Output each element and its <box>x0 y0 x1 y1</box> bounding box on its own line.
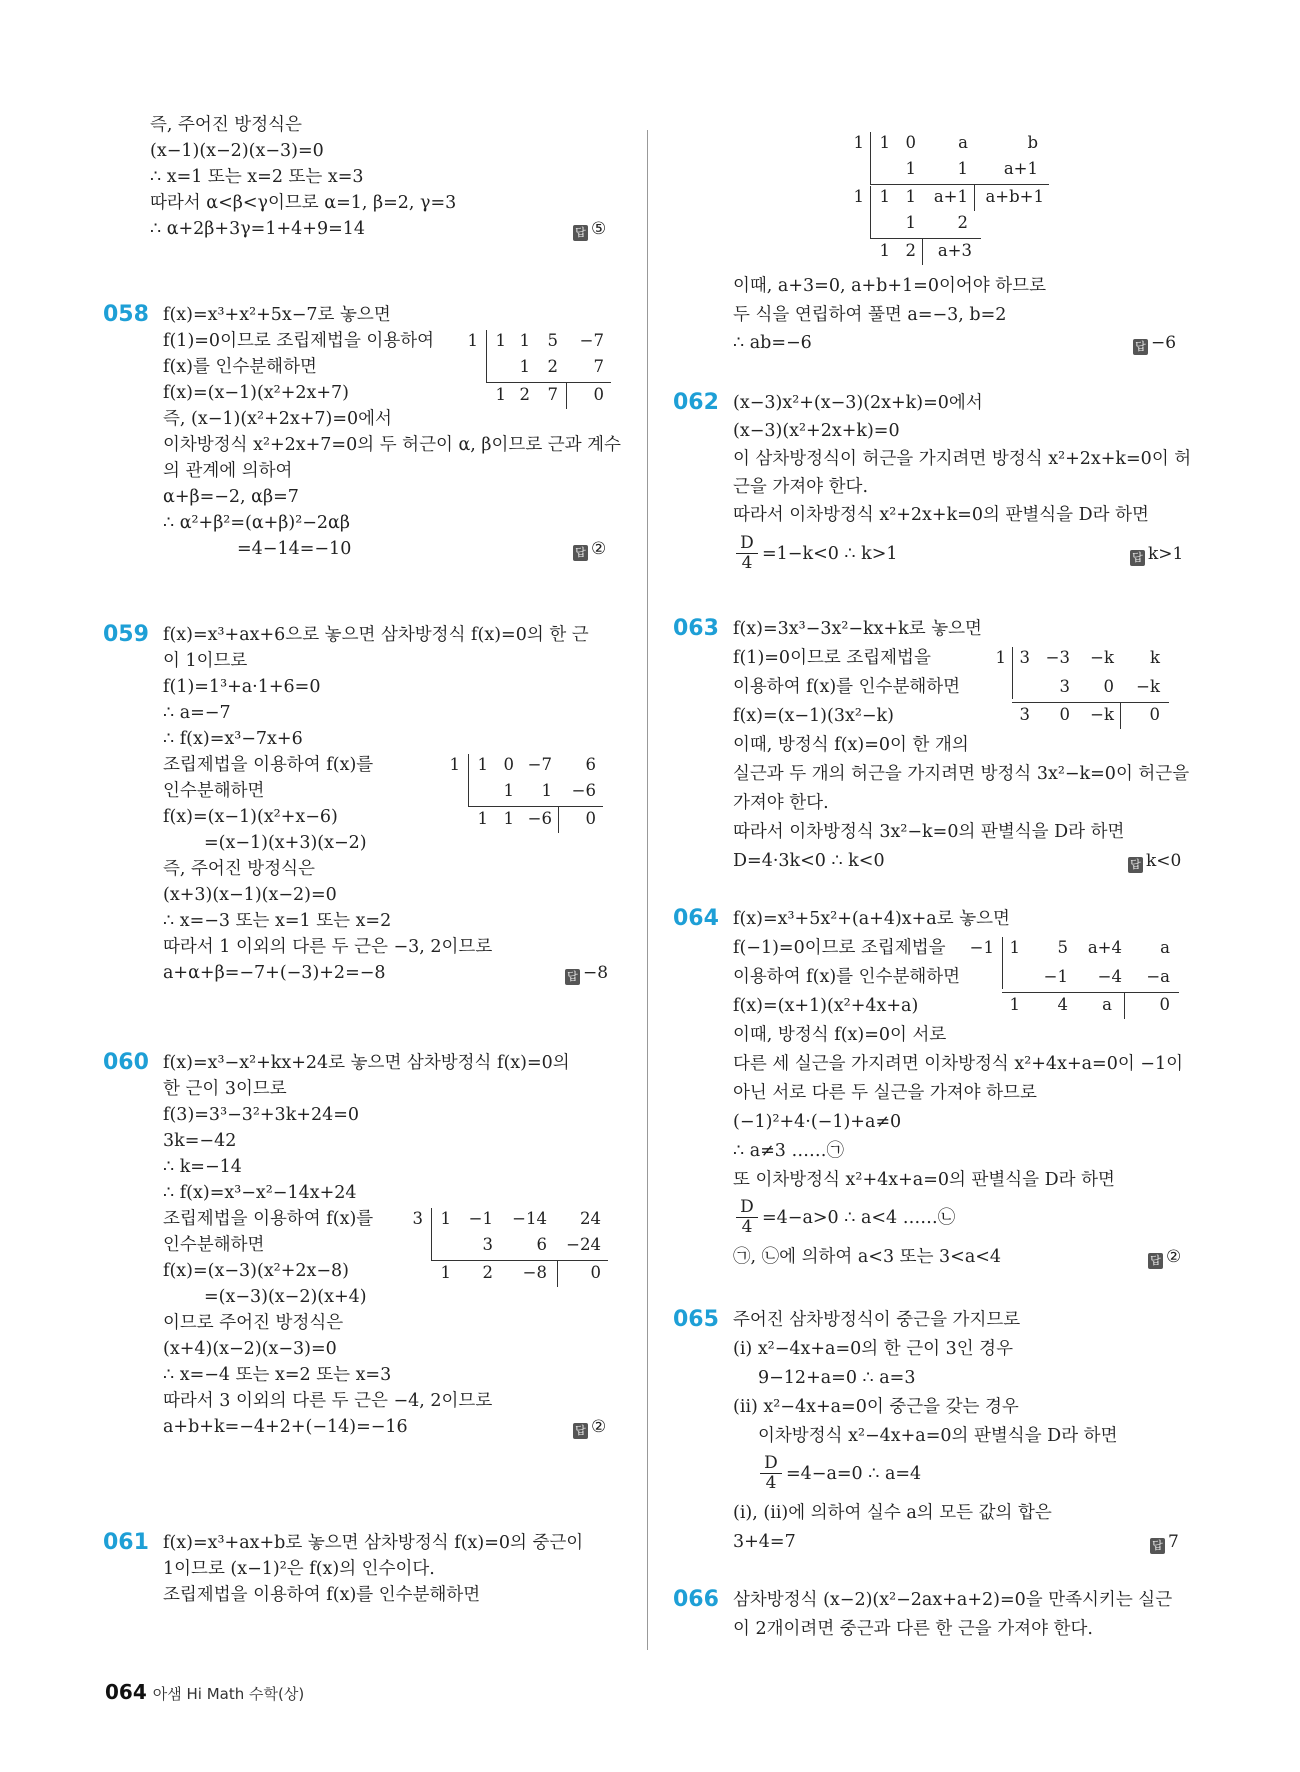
syn-cell: 1 <box>879 187 890 206</box>
syn-cell: 0 <box>1103 677 1114 696</box>
syn-cell: −k <box>1090 648 1114 667</box>
syn-cell: 1 <box>541 781 552 800</box>
syn-cell: k <box>1150 648 1160 667</box>
syn-cell: 1 <box>1009 995 1020 1014</box>
syn-cell: 2 <box>482 1263 493 1282</box>
text-line: 따라서 1 이외의 다른 두 근은 −3, 2이므로 <box>163 937 493 957</box>
text-line: a+α+β=−7+(−3)+2=−8 <box>163 963 386 983</box>
answer-mark <box>1130 541 1183 567</box>
answer-value: ⑤ <box>591 219 607 239</box>
syn-cell: 1 <box>440 1263 451 1282</box>
fraction-numerator: D <box>740 533 754 553</box>
answer-value: −6 <box>1151 333 1177 353</box>
syn-cell: −k <box>1136 677 1160 696</box>
syn-vline <box>468 754 469 806</box>
fraction-denominator: 4 <box>741 553 753 573</box>
column-divider <box>647 130 648 1650</box>
answer-badge: 답 <box>1133 339 1148 355</box>
syn-cell: −6 <box>571 781 596 800</box>
syn-cell: 1 <box>503 809 514 828</box>
answer-value: ② <box>591 1417 607 1437</box>
syn-vline <box>870 132 871 184</box>
syn-cell: 5 <box>547 331 558 350</box>
text-line: =4−a=0 ∴ a=4 <box>786 1464 922 1484</box>
answer-value: k<0 <box>1146 851 1182 871</box>
syn-cell: 3 <box>1019 705 1030 724</box>
text-line: =4−14=−10 <box>237 539 352 559</box>
answer-mark <box>1133 330 1176 356</box>
problem-number: 062 <box>673 390 719 415</box>
problem-number: 066 <box>673 1587 719 1612</box>
syn-root: 1 <box>467 331 478 350</box>
text-line: 1이므로 (x−1)²은 f(x)의 인수이다. <box>163 1559 435 1579</box>
syn-cell: a <box>1102 995 1112 1014</box>
syn-vline <box>1012 647 1013 699</box>
text-line: 이 2개이려면 중근과 다른 한 근을 가져야 한다. <box>733 1619 1093 1639</box>
text-line: 이용하여 f(x)를 인수분해하면 <box>733 677 961 697</box>
text-line: 따라서 3 이외의 다른 두 근은 −4, 2이므로 <box>163 1391 493 1411</box>
text-line: 3+4=7 <box>733 1532 796 1552</box>
text-line: f(−1)=0이므로 조립제법을 <box>733 938 946 958</box>
answer-value: k>1 <box>1148 544 1184 564</box>
text-line: f(3)=3³−3²+3k+24=0 <box>163 1105 360 1125</box>
syn-cell: −6 <box>527 809 552 828</box>
text-line: =1−k<0 ∴ k>1 <box>762 544 898 564</box>
syn-root: 3 <box>412 1209 423 1228</box>
answer-badge: 답 <box>1130 550 1145 566</box>
text-line: f(x)=(x+1)(x²+4x+a) <box>733 996 919 1016</box>
text-line: f(1)=0이므로 조립제법을 <box>733 648 931 668</box>
syn-cell: −4 <box>1097 967 1122 986</box>
syn-vline <box>1002 937 1003 989</box>
text-line: =4−a>0 ∴ a<4 ……㉡ <box>762 1208 956 1228</box>
text-line: ∴ x=1 또는 x=2 또는 x=3 <box>150 167 364 187</box>
text-line: 삼차방정식 (x−2)(x²−2ax+a+2)=0을 만족시키는 실근 <box>733 1590 1173 1610</box>
syn-root: 1 <box>853 187 864 206</box>
text-line: 주어진 삼차방정식이 중근을 가지므로 <box>733 1310 1021 1330</box>
syn-cell: a+3 <box>937 241 972 260</box>
text-line: α+β=−2, αβ=7 <box>163 487 299 507</box>
text-line: 또 이차방정식 x²+4x+a=0의 판별식을 D라 하면 <box>733 1170 1115 1190</box>
text-line: 근을 가져야 한다. <box>733 477 869 497</box>
text-line: ∴ a≠3 ……㉠ <box>733 1141 844 1161</box>
text-line: 조립제법을 이용하여 f(x)를 인수분해하면 <box>163 1585 481 1605</box>
text-line: ㉠, ㉡에 의하여 a<3 또는 3<a<4 <box>733 1247 1002 1267</box>
syn-root: −1 <box>969 938 994 957</box>
syn-cell: 1 <box>1009 938 1020 957</box>
text-line: 이때, 방정식 f(x)=0이 한 개의 <box>733 735 969 755</box>
text-line: f(x)=x³−x²+kx+24로 놓으면 삼차방정식 f(x)=0의 <box>163 1053 570 1073</box>
answer-value: −8 <box>583 963 609 983</box>
syn-cell: b <box>1027 133 1038 152</box>
answer-badge: 답 <box>1128 857 1143 873</box>
syn-cell: 3 <box>1059 677 1070 696</box>
syn-cell: −a <box>1146 967 1170 986</box>
text-line: =(x−1)(x+3)(x−2) <box>204 833 367 853</box>
answer-value: ② <box>591 539 607 559</box>
syn-vline <box>431 1208 432 1260</box>
text-line: (ⅰ), (ⅱ)에 의하여 실수 a의 모든 값의 합은 <box>733 1503 1052 1523</box>
syn-cell: 1 <box>519 331 530 350</box>
syn-cell: 5 <box>1057 938 1068 957</box>
text-line: 따라서 α<β<γ이므로 α=1, β=2, γ=3 <box>150 193 457 213</box>
text-line: (x+3)(x−1)(x−2)=0 <box>163 885 337 905</box>
text-line: 이차방정식 x²−4x+a=0의 판별식을 D라 하면 <box>758 1426 1118 1446</box>
text-line: 실근과 두 개의 허근을 가지려면 방정식 3x²−k=0이 허근을 <box>733 764 1190 784</box>
problem-number: 059 <box>103 622 149 647</box>
text-line: 따라서 이차방정식 3x²−k=0의 판별식을 D라 하면 <box>733 822 1125 842</box>
text-line: f(x)=x³+ax+6으로 놓으면 삼차방정식 f(x)=0의 한 근 <box>163 625 589 645</box>
answer-badge: 답 <box>565 969 580 985</box>
text-line: 가져야 한다. <box>733 793 829 813</box>
text-line: 조립제법을 이용하여 f(x)를 <box>163 1209 374 1229</box>
syn-cell: 0 <box>503 755 514 774</box>
text-line: a+b+k=−4+2+(−14)=−16 <box>163 1417 408 1437</box>
syn-cell: −3 <box>1045 648 1070 667</box>
syn-cell: −1 <box>1043 967 1068 986</box>
syn-cell: 0 <box>593 385 604 404</box>
syn-cell: 3 <box>482 1235 493 1254</box>
syn-cell: −24 <box>566 1235 601 1254</box>
syn-cell: −7 <box>527 755 552 774</box>
syn-cell: 6 <box>585 755 596 774</box>
text-line: 따라서 이차방정식 x²+2x+k=0의 판별식을 D라 하면 <box>733 505 1149 525</box>
syn-cell: 0 <box>1059 705 1070 724</box>
syn-cell: 24 <box>580 1209 601 1228</box>
text-line: 이 삼차방정식이 허근을 가지려면 방정식 x²+2x+k=0이 허 <box>733 449 1192 469</box>
fraction-denominator: 4 <box>765 1473 777 1493</box>
syn-cell: 1 <box>440 1209 451 1228</box>
text-line: 즉, 주어진 방정식은 <box>163 859 315 879</box>
text-line: f(x)=x³+ax+b로 놓으면 삼차방정식 f(x)=0의 중근이 <box>163 1533 584 1553</box>
text-line: ∴ x=−3 또는 x=1 또는 x=2 <box>163 911 392 931</box>
text-line: f(1)=1³+a·1+6=0 <box>163 677 321 697</box>
text-line: (x−1)(x−2)(x−3)=0 <box>150 141 324 161</box>
fraction-numerator: D <box>764 1453 778 1473</box>
text-line: 이 1이므로 <box>163 651 248 671</box>
text-line: 이때, 방정식 f(x)=0이 서로 <box>733 1025 947 1045</box>
syn-cell: 1 <box>519 357 530 376</box>
syn-cell: −14 <box>512 1209 547 1228</box>
syn-cell: 1 <box>879 133 890 152</box>
syn-cell: 2 <box>519 385 530 404</box>
text-line: ∴ x=−4 또는 x=2 또는 x=3 <box>163 1365 392 1385</box>
text-line: ∴ α+2β+3γ=1+4+9=14 <box>150 219 366 239</box>
syn-cell: a+4 <box>1087 938 1122 957</box>
syn-vline <box>870 186 871 238</box>
text-line: 3k=−42 <box>163 1131 237 1151</box>
answer-badge: 답 <box>573 545 588 561</box>
text-line: f(x)=(x−3)(x²+2x−8) <box>163 1261 349 1281</box>
syn-cell: 7 <box>593 357 604 376</box>
text-line: 다른 세 실근을 가지려면 이차방정식 x²+4x+a=0이 −1이 <box>733 1054 1184 1074</box>
text-line: 9−12+a=0 ∴ a=3 <box>758 1368 916 1388</box>
text-line: f(x)=(x−1)(x²+2x+7) <box>163 383 349 403</box>
syn-cell: 6 <box>536 1235 547 1254</box>
syn-cell: 2 <box>957 213 968 232</box>
text-line: ∴ ab=−6 <box>733 333 812 353</box>
syn-cell: a <box>1160 938 1170 957</box>
text-line: (x−3)(x²+2x+k)=0 <box>733 421 900 441</box>
syn-cell: a+1 <box>1003 159 1038 178</box>
syn-cell: 1 <box>957 159 968 178</box>
syn-cell: −1 <box>468 1209 493 1228</box>
syn-cell: 1 <box>477 755 488 774</box>
text-line: 한 근이 3이므로 <box>163 1079 287 1099</box>
text-line: f(x)=(x−1)(3x²−k) <box>733 706 894 726</box>
syn-cell: 0 <box>585 809 596 828</box>
syn-cell: 1 <box>905 187 916 206</box>
text-line: (x−3)x²+(x−3)(2x+k)=0에서 <box>733 393 983 413</box>
answer-badge: 답 <box>1148 1253 1163 1269</box>
text-line: f(x)=3x³−3x²−kx+k로 놓으면 <box>733 619 982 639</box>
text-line: ∴ α²+β²=(α+β)²−2αβ <box>163 513 350 533</box>
syn-cell: 1 <box>495 331 506 350</box>
syn-cell: 1 <box>503 781 514 800</box>
problem-number: 060 <box>103 1050 149 1075</box>
syn-cell: 0 <box>1149 705 1160 724</box>
answer-badge: 답 <box>573 1423 588 1439</box>
book-title: 아샘 Hi Math 수학(상) <box>152 1685 305 1703</box>
answer-mark <box>1128 848 1181 874</box>
syn-cell: 1 <box>879 241 890 260</box>
text-line: ∴ f(x)=x³−7x+6 <box>163 729 303 749</box>
text-line: 의 관계에 의하여 <box>163 461 293 481</box>
text-line: ∴ a=−7 <box>163 703 231 723</box>
text-line: 즉, 주어진 방정식은 <box>150 115 302 135</box>
text-line: 조립제법을 이용하여 f(x)를 <box>163 755 374 775</box>
text-line: f(x)=(x−1)(x²+x−6) <box>163 807 338 827</box>
syn-cell: −7 <box>579 331 604 350</box>
answer-badge: 답 <box>1150 1538 1165 1554</box>
page-footer <box>105 1680 304 1704</box>
text-line: 이용하여 f(x)를 인수분해하면 <box>733 967 961 987</box>
text-line: (ⅰ) x²−4x+a=0의 한 근이 3인 경우 <box>733 1339 1013 1359</box>
text-line: 인수분해하면 <box>163 781 265 801</box>
text-line: 즉, (x−1)(x²+2x+7)=0에서 <box>163 409 392 429</box>
text-line: (x+4)(x−2)(x−3)=0 <box>163 1339 337 1359</box>
syn-cell: 1 <box>477 809 488 828</box>
text-line: 인수분해하면 <box>163 1235 265 1255</box>
page-number: 064 <box>105 1680 147 1704</box>
fraction-denominator: 4 <box>741 1217 753 1237</box>
problem-number: 063 <box>673 616 719 641</box>
syn-cell: 7 <box>547 385 558 404</box>
text-line: ∴ k=−14 <box>163 1157 242 1177</box>
syn-cell: 2 <box>547 357 558 376</box>
answer-value: ② <box>1166 1247 1182 1267</box>
answer-mark <box>1148 1244 1181 1270</box>
text-line: f(x)를 인수분해하면 <box>163 357 317 377</box>
text-line: (ⅱ) x²−4x+a=0이 중근을 갖는 경우 <box>733 1397 1019 1417</box>
syn-cell: 0 <box>1159 995 1170 1014</box>
answer-mark <box>1150 1529 1179 1555</box>
syn-cell: 0 <box>905 133 916 152</box>
text-line: (−1)²+4·(−1)+a≠0 <box>733 1112 902 1132</box>
syn-cell: 2 <box>905 241 916 260</box>
answer-mark <box>565 960 608 986</box>
syn-cell: 1 <box>905 213 916 232</box>
syn-root: 1 <box>995 648 1006 667</box>
text-line: 두 식을 연립하여 풀면 a=−3, b=2 <box>733 305 1007 325</box>
problem-number: 065 <box>673 1307 719 1332</box>
answer-mark <box>573 536 606 562</box>
text-line: D=4·3k<0 ∴ k<0 <box>733 851 885 871</box>
answer-mark <box>573 216 606 242</box>
text-line: 아닌 서로 다른 두 실근을 가져야 하므로 <box>733 1083 1037 1103</box>
problem-number: 064 <box>673 906 719 931</box>
text-line: f(x)=x³+x²+5x−7로 놓으면 <box>163 305 391 325</box>
syn-cell: a+b+1 <box>985 187 1044 206</box>
text-line: 이때, a+3=0, a+b+1=0이어야 하므로 <box>733 276 1046 296</box>
syn-vline <box>486 330 487 382</box>
answer-badge: 답 <box>573 225 588 241</box>
syn-cell: a+1 <box>933 187 968 206</box>
answer-mark <box>573 1414 606 1440</box>
syn-cell: 0 <box>590 1263 601 1282</box>
text-line: f(1)=0이므로 조립제법을 이용하여 <box>163 331 435 351</box>
fraction-numerator: D <box>740 1197 754 1217</box>
syn-root: 1 <box>853 133 864 152</box>
text-line: =(x−3)(x−2)(x+4) <box>204 1287 367 1307</box>
syn-cell: a <box>958 133 968 152</box>
problem-number: 058 <box>103 302 149 327</box>
syn-cell: 3 <box>1019 648 1030 667</box>
problem-number: 061 <box>103 1530 149 1555</box>
text-line: 이차방정식 x²+2x+7=0의 두 허근이 α, β이므로 근과 계수 <box>163 435 621 455</box>
syn-root: 1 <box>449 755 460 774</box>
text-line: ∴ f(x)=x³−x²−14x+24 <box>163 1183 357 1203</box>
syn-cell: −k <box>1090 705 1114 724</box>
syn-cell: 1 <box>905 159 916 178</box>
answer-value: 7 <box>1168 1532 1179 1552</box>
text-line: f(x)=x³+5x²+(a+4)x+a로 놓으면 <box>733 909 1010 929</box>
text-line: 이므로 주어진 방정식은 <box>163 1313 344 1333</box>
syn-cell: −8 <box>522 1263 547 1282</box>
syn-cell: 1 <box>495 385 506 404</box>
syn-cell: 4 <box>1057 995 1068 1014</box>
